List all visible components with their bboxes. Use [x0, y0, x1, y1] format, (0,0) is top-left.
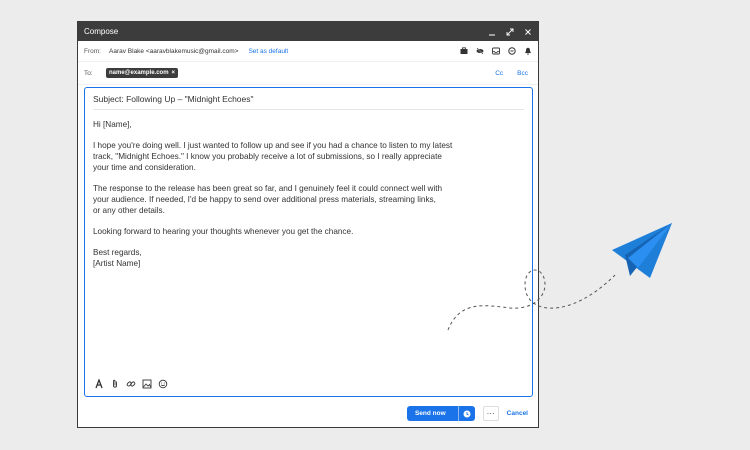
bcc-link[interactable]: Bcc — [517, 69, 528, 77]
schedule-clock-icon[interactable] — [458, 406, 475, 421]
more-options-button[interactable]: ··· — [483, 406, 499, 421]
from-icons — [460, 47, 532, 55]
compose-footer — [407, 406, 528, 421]
close-icon[interactable] — [524, 28, 532, 36]
link-icon[interactable] — [126, 379, 136, 389]
bell-icon[interactable] — [524, 47, 532, 55]
from-label: From: — [84, 47, 101, 55]
attachment-icon[interactable] — [110, 379, 120, 389]
text-format-icon[interactable] — [94, 379, 104, 389]
paper-plane-illustration — [440, 220, 680, 340]
emoji-icon[interactable] — [158, 379, 168, 389]
send-button[interactable] — [407, 406, 475, 421]
recipient-chip-label: name@example.com — [109, 70, 169, 76]
signoff: Best regards, [Artist Name] — [93, 248, 142, 268]
set-default-link[interactable]: Set as default — [248, 47, 289, 55]
recipient-chip[interactable] — [106, 68, 178, 78]
inbox-icon[interactable] — [492, 47, 500, 55]
subject-line[interactable]: Subject: Following Up – "Midnight Echoes" — [93, 88, 524, 110]
send-label: Send now — [414, 410, 446, 417]
window-title: Compose — [84, 27, 119, 36]
body-paragraph-3: Looking forward to hearing your thoughts whenever you get the chance. — [93, 227, 354, 236]
minimize-icon[interactable] — [488, 28, 496, 36]
expand-icon[interactable] — [506, 28, 514, 36]
compose-titlebar — [78, 22, 538, 41]
paper-plane-icon — [612, 223, 672, 278]
window-controls — [488, 28, 532, 36]
body-paragraph-2: The response to the release has been great so far, and I genuinely feel it could connect well with your audience. If needed, I'd be happy to send over additional press materials, streaming links, or any other details. — [93, 184, 443, 215]
from-row — [78, 41, 538, 62]
to-label: To: — [84, 69, 93, 77]
briefcase-icon[interactable] — [460, 47, 468, 55]
cc-bcc-links — [495, 70, 532, 77]
to-row — [78, 62, 538, 85]
image-icon[interactable] — [142, 379, 152, 389]
dashed-flight-path — [448, 270, 615, 330]
greeting: Hi [Name], — [93, 120, 132, 129]
chip-remove-icon[interactable]: × — [171, 70, 176, 76]
hide-icon[interactable] — [476, 47, 484, 55]
link-icon[interactable] — [508, 47, 516, 55]
format-toolbar — [94, 379, 168, 389]
from-email[interactable]: Aarav Blake <aaravblakemusic@gmail.com> — [109, 47, 239, 55]
cc-link[interactable]: Cc — [495, 69, 504, 77]
body-paragraph-1: I hope you're doing well. I just wanted to follow up and see if you had a chance to listen to my latest track, "Midnight Echoes." I know you probably receive a lot of submissions, so I really appreciate your time and consideration. — [93, 141, 453, 172]
cancel-button[interactable]: Cancel — [506, 410, 528, 417]
